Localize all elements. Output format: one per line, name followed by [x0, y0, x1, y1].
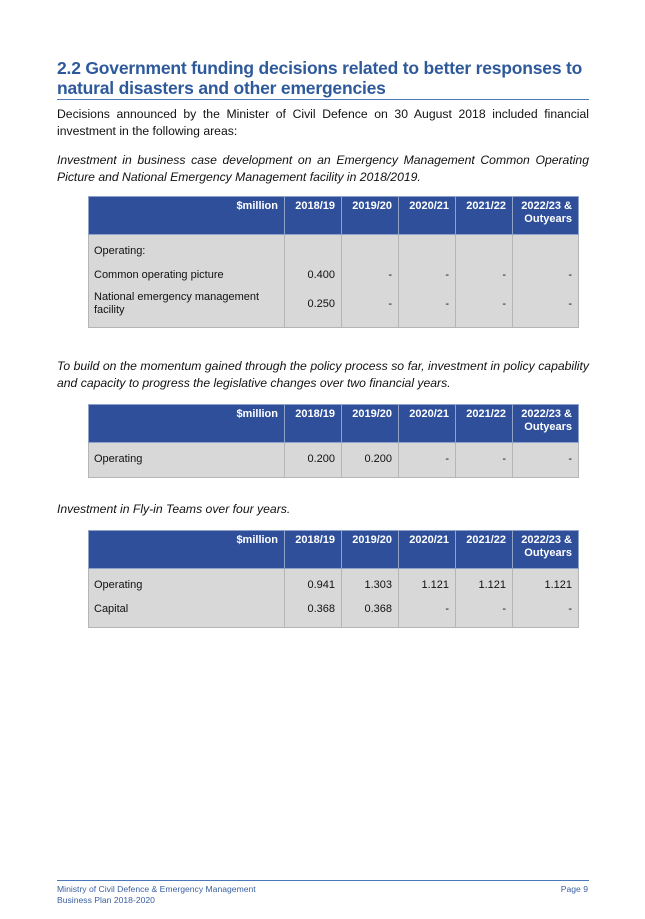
- section-heading: 2.2 Government funding decisions related to better responses to natural disasters and other emergencies: [57, 58, 583, 98]
- table-header-row: [89, 531, 579, 569]
- value-cell: -: [342, 287, 399, 328]
- footer-organisation: Ministry of Civil Defence & Emergency Management: [57, 884, 256, 894]
- row-label: National emergency management facility: [89, 287, 285, 328]
- value-cell: [513, 235, 579, 264]
- header-cell-year: 2018/19: [285, 405, 342, 443]
- row-label: Operating:: [89, 235, 285, 264]
- value-cell: 1.303: [342, 569, 399, 598]
- value-cell: 0.200: [285, 443, 342, 478]
- value-cell: 1.121: [399, 569, 456, 598]
- value-cell: -: [456, 443, 513, 478]
- table-row: [89, 569, 579, 598]
- value-cell: -: [513, 287, 579, 328]
- heading-divider: [57, 99, 589, 100]
- value-cell: [342, 235, 399, 264]
- row-label: Common operating picture: [89, 263, 285, 287]
- value-cell: -: [456, 287, 513, 328]
- header-cell-year: 2020/21: [399, 405, 456, 443]
- header-cell-year: 2021/22: [456, 405, 513, 443]
- section2-text: To build on the momentum gained through the policy process so far, investment in policy capability and capacity to progress the legislative changes over two financial years.: [57, 359, 589, 390]
- section2-table: [88, 404, 579, 478]
- value-cell: -: [513, 597, 579, 628]
- header-cell-year: 2021/22: [456, 197, 513, 235]
- header-cell-unit: $million: [89, 197, 285, 235]
- table-row: [89, 287, 579, 328]
- value-cell: -: [342, 263, 399, 287]
- header-cell-year: 2019/20: [342, 531, 399, 569]
- value-cell: 0.368: [285, 597, 342, 628]
- row-label: Capital: [89, 597, 285, 628]
- header-cell-year: 2019/20: [342, 405, 399, 443]
- header-cell-unit: $million: [89, 405, 285, 443]
- value-cell: [456, 235, 513, 264]
- table-row: [89, 235, 579, 264]
- header-cell-year: 2022/23 & Outyears: [513, 405, 579, 443]
- header-cell-year: 2022/23 & Outyears: [513, 531, 579, 569]
- value-cell: -: [513, 443, 579, 478]
- section3-text: Investment in Fly-in Teams over four years.: [57, 502, 291, 516]
- header-cell-year: 2018/19: [285, 197, 342, 235]
- value-cell: -: [456, 597, 513, 628]
- row-label: Operating: [89, 443, 285, 478]
- section3-table: [88, 530, 579, 628]
- page-number: Page 9: [560, 884, 588, 894]
- table-row: [89, 443, 579, 478]
- value-cell: -: [399, 263, 456, 287]
- value-cell: -: [456, 263, 513, 287]
- footer-left: [57, 884, 256, 906]
- value-cell: 1.121: [513, 569, 579, 598]
- section1-table: [88, 196, 579, 328]
- header-cell-year: 2018/19: [285, 531, 342, 569]
- header-cell-year: 2022/23 & Outyears: [513, 197, 579, 235]
- value-cell: [399, 235, 456, 264]
- footer-divider: [57, 880, 589, 881]
- value-cell: -: [399, 443, 456, 478]
- value-cell: 0.368: [342, 597, 399, 628]
- table-header-row: [89, 197, 579, 235]
- value-cell: 0.941: [285, 569, 342, 598]
- value-cell: 1.121: [456, 569, 513, 598]
- header-cell-year: 2020/21: [399, 197, 456, 235]
- value-cell: -: [399, 597, 456, 628]
- section1-text: Investment in business case development on an Emergency Management Common Operating Picture and National Emergency Management facility in 2018/2019.: [57, 153, 589, 184]
- table-row: [89, 263, 579, 287]
- table-header-row: [89, 405, 579, 443]
- header-cell-year: 2020/21: [399, 531, 456, 569]
- header-cell-year: 2021/22: [456, 531, 513, 569]
- value-cell: -: [513, 263, 579, 287]
- row-label: Operating: [89, 569, 285, 598]
- value-cell: 0.200: [342, 443, 399, 478]
- value-cell: 0.400: [285, 263, 342, 287]
- footer-document-title: Business Plan 2018-2020: [57, 895, 155, 905]
- header-cell-unit: $million: [89, 531, 285, 569]
- value-cell: 0.250: [285, 287, 342, 328]
- header-cell-year: 2019/20: [342, 197, 399, 235]
- intro-paragraph: Decisions announced by the Minister of Civil Defence on 30 August 2018 included financial investment in the following areas:: [57, 107, 589, 138]
- table-row: [89, 597, 579, 628]
- value-cell: -: [399, 287, 456, 328]
- value-cell: [285, 235, 342, 264]
